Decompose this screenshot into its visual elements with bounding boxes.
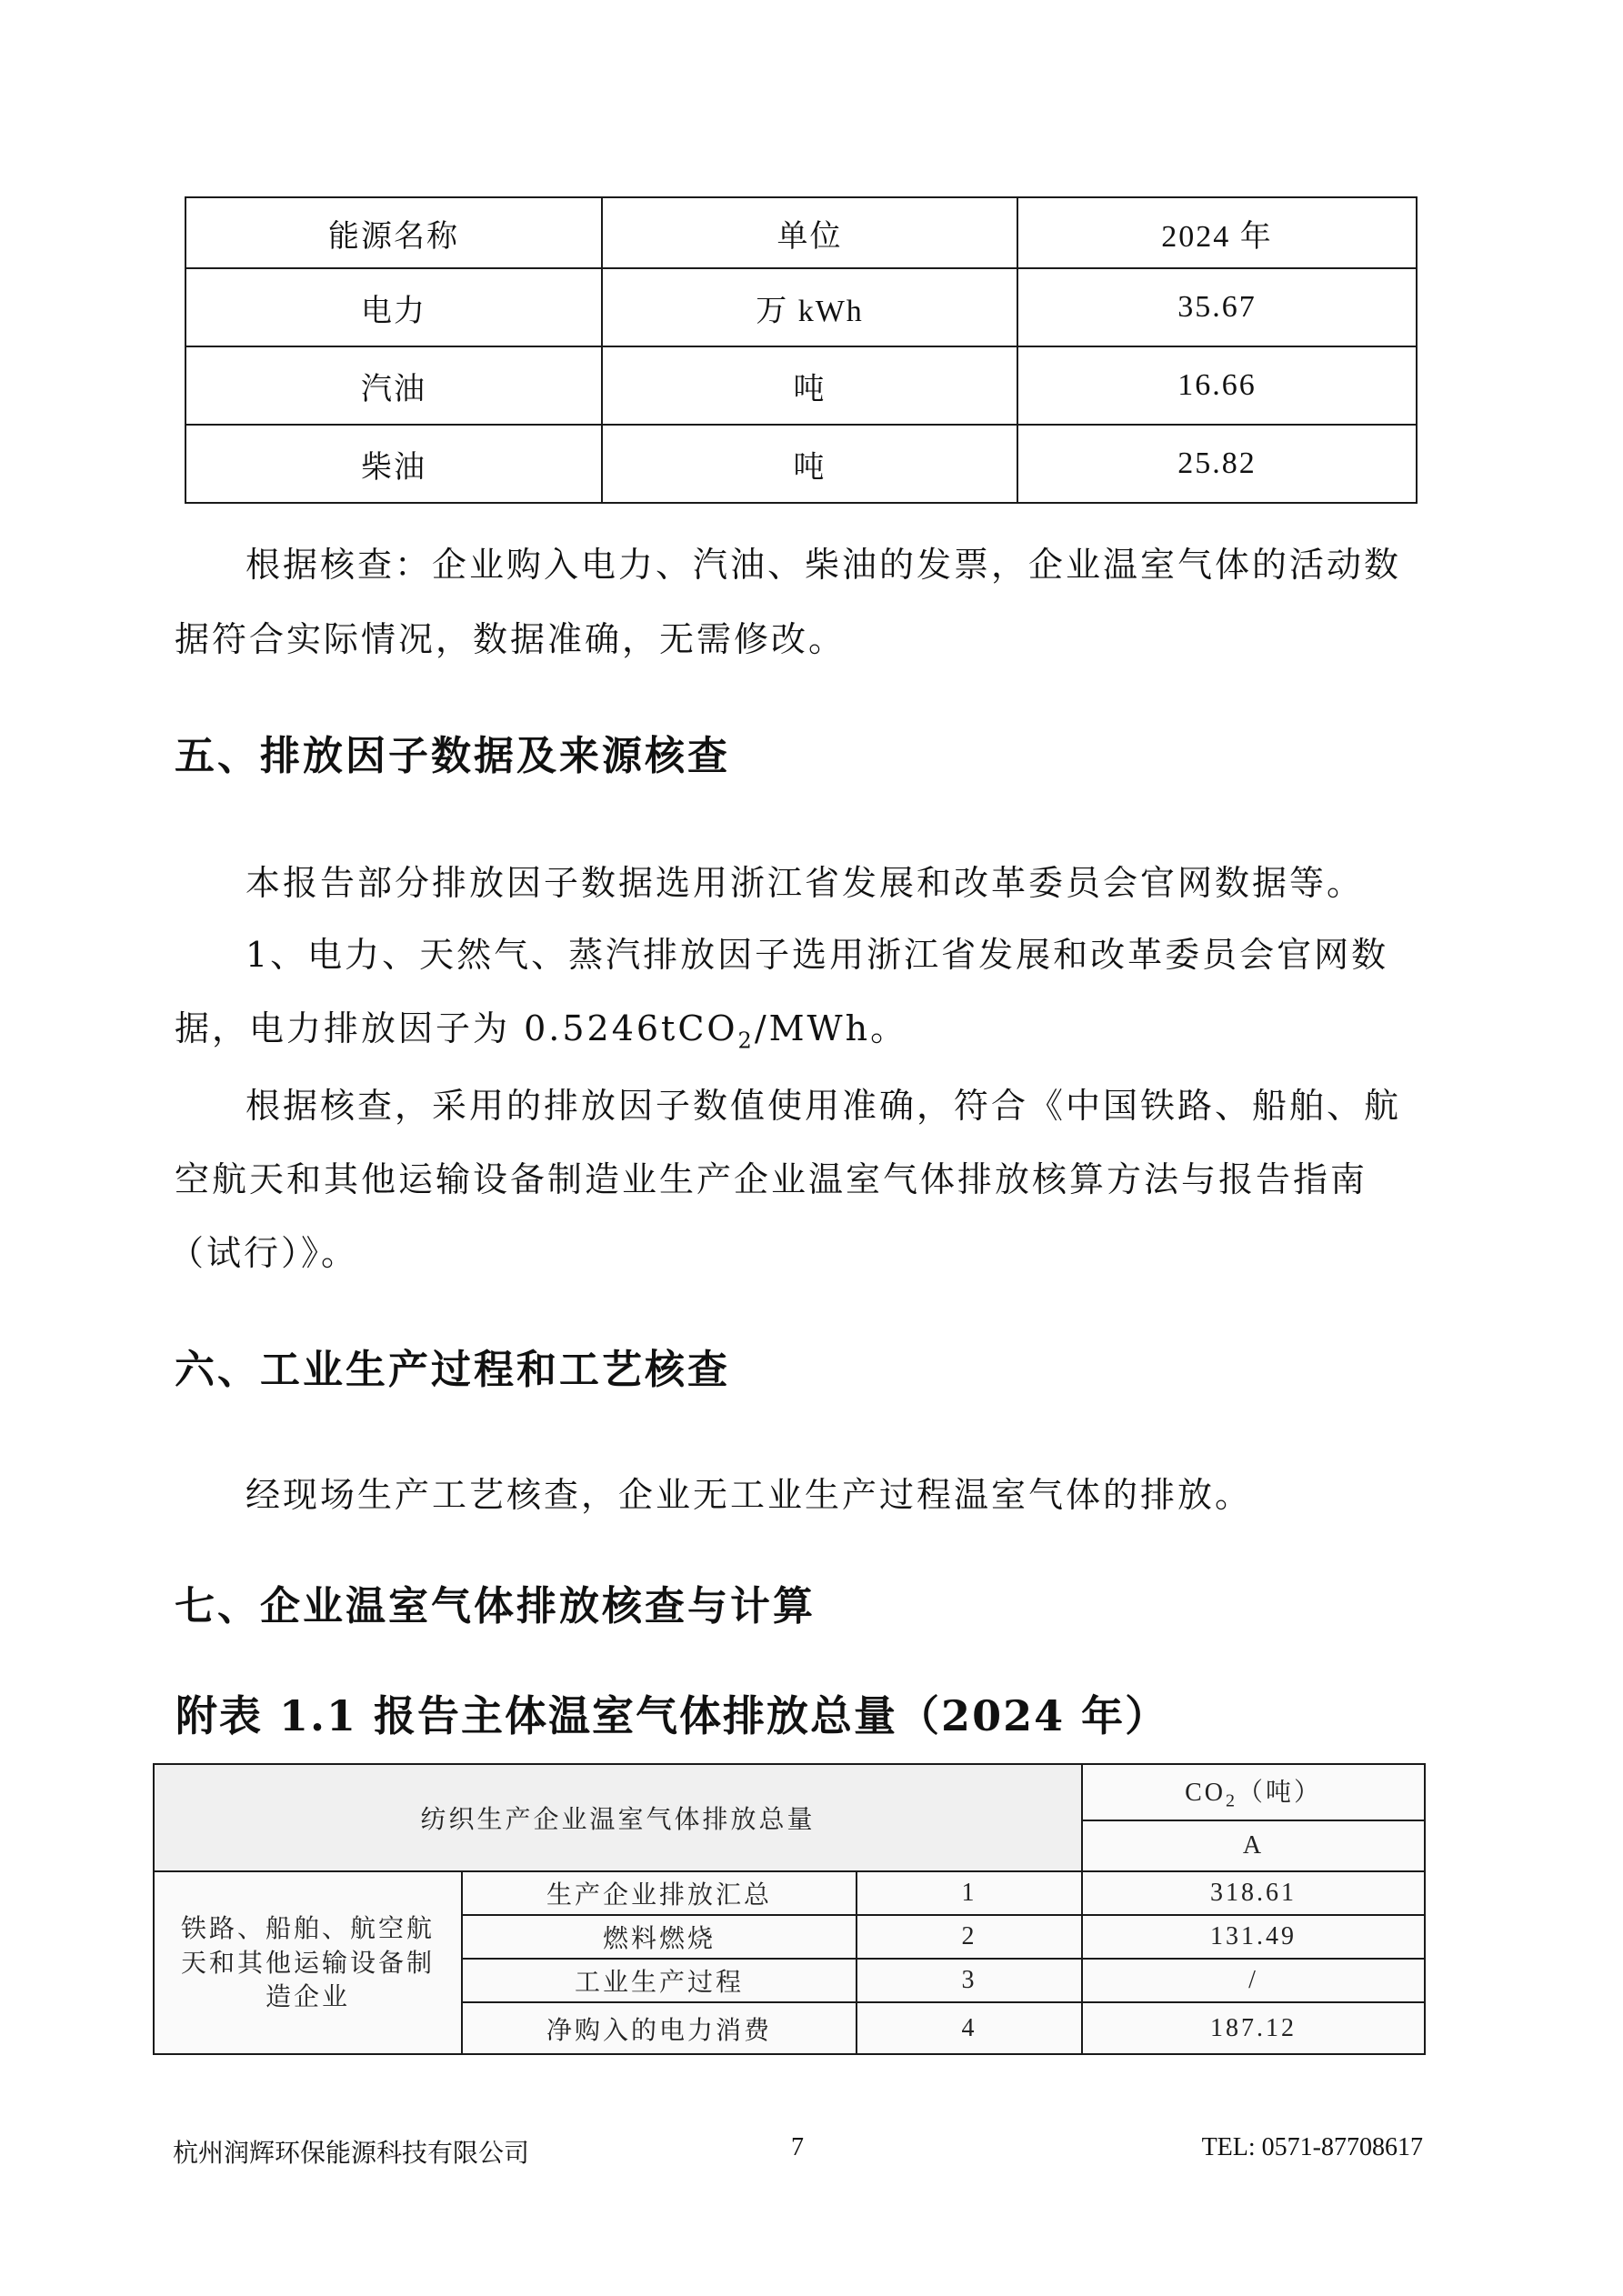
factor-unit-text: /MWh。	[754, 1008, 908, 1048]
section-heading-6: 六、工业生产过程和工艺核查	[175, 1347, 730, 1393]
section-heading-7: 七、企业温室气体排放核查与计算	[175, 1583, 816, 1629]
energy-name: 汽油	[185, 346, 602, 425]
paragraph-factor-check-line2: 空航天和其他运输设备制造业生产企业温室气体排放核算方法与报告指南	[175, 1159, 1368, 1199]
table-header-row	[185, 197, 1417, 268]
emission-total-table	[153, 1763, 1426, 2055]
emission-item: 燃料燃烧	[462, 1915, 857, 1959]
energy-value: 35.67	[1017, 268, 1417, 346]
page-number: 7	[791, 2133, 804, 2161]
energy-unit: 万 kWh	[602, 268, 1017, 346]
header-year: 2024 年	[1017, 197, 1417, 268]
table-row	[185, 425, 1417, 503]
table-header-row	[154, 1764, 1425, 1820]
energy-unit: 吨	[602, 425, 1017, 503]
section-heading-5: 五、排放因子数据及来源核查	[175, 733, 730, 779]
emission-index: 3	[857, 1959, 1082, 2002]
emission-value: /	[1082, 1959, 1425, 2002]
energy-value: 16.66	[1017, 346, 1417, 425]
paragraph-verification-line1: 根据核查：企业购入电力、汽油、柴油的发票，企业温室气体的活动数	[245, 545, 1402, 585]
energy-value: 25.82	[1017, 425, 1417, 503]
paragraph-factor-check-line3: （试行）》。	[169, 1233, 359, 1273]
table-row	[154, 1871, 1425, 1915]
header-unit: 单位	[602, 197, 1017, 268]
unit-text: （吨）	[1237, 1779, 1322, 1808]
energy-unit: 吨	[602, 346, 1017, 425]
header-column-letter: A	[1082, 1820, 1425, 1871]
paragraph-factor-item1-line1: 1、电力、天然气、蒸汽排放因子选用浙江省发展和改革委员会官网数	[245, 935, 1389, 975]
emission-item: 生产企业排放汇总	[462, 1871, 857, 1915]
paragraph-factor-item1-line2	[175, 1008, 908, 1054]
subscript: 2	[1225, 1790, 1237, 1811]
factor-text: 据，电力排放因子为 0.5246tCO	[175, 1008, 738, 1048]
paragraph-verification-line2: 据符合实际情况，数据准确，无需修改。	[175, 619, 847, 659]
energy-name: 电力	[185, 268, 602, 346]
enterprise-category: 铁路、船舶、航空航天和其他运输设备制造企业	[154, 1871, 462, 2054]
table-row	[185, 346, 1417, 425]
footer-tel: TEL: 0571-87708617	[1201, 2133, 1423, 2161]
header-energy-name: 能源名称	[185, 197, 602, 268]
energy-name: 柴油	[185, 425, 602, 503]
emission-index: 2	[857, 1915, 1082, 1959]
header-total-label: 纺织生产企业温室气体排放总量	[154, 1764, 1082, 1871]
table-row	[185, 268, 1417, 346]
emission-index: 4	[857, 2002, 1082, 2054]
emission-value: 187.12	[1082, 2002, 1425, 2054]
paragraph-emission-factor-source: 本报告部分排放因子数据选用浙江省发展和改革委员会官网数据等。	[245, 863, 1365, 903]
paragraph-process-check: 经现场生产工艺核查，企业无工业生产过程温室气体的排放。	[245, 1475, 1253, 1515]
emission-item: 净购入的电力消费	[462, 2002, 857, 2054]
paragraph-factor-check-line1: 根据核查，采用的排放因子数值使用准确，符合《中国铁路、船舶、航	[245, 1086, 1402, 1126]
energy-consumption-table	[185, 196, 1418, 504]
emission-item: 工业生产过程	[462, 1959, 857, 2002]
footer-company: 杭州润辉环保能源科技有限公司	[173, 2138, 530, 2168]
co2-text: CO	[1185, 1779, 1226, 1808]
emission-value: 131.49	[1082, 1915, 1425, 1959]
table-caption: 附表 1.1 报告主体温室气体排放总量（2024 年）	[175, 1691, 1169, 1740]
emission-value: 318.61	[1082, 1871, 1425, 1915]
emission-index: 1	[857, 1871, 1082, 1915]
subscript: 2	[737, 1028, 755, 1054]
header-co2-unit	[1082, 1764, 1425, 1820]
